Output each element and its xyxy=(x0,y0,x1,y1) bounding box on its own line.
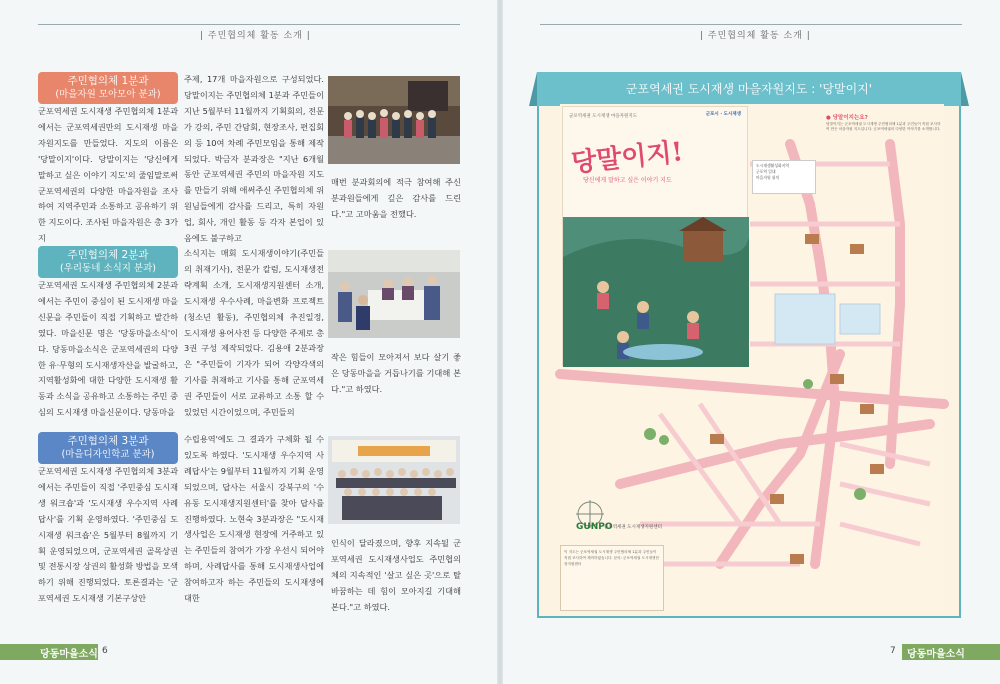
section-badge-title: 주민협의체 1분과 xyxy=(67,75,149,87)
cover-small-title: 군포역세권 도시재생 마을자원지도 xyxy=(569,114,638,119)
section-badge xyxy=(38,72,178,104)
map-about-title: ● 당말이지는요? xyxy=(826,115,868,121)
section-text-col1: 군포역세권 도시재생 주민협의체 2분과에서는 주민이 중심이 된 도시재생 마을신문을 주민들이 직접 기획하고 발간하였다. 마을신문 명은 '당동마을소식'이다. 당동마을소식은 군포역세권의 다양한 유·무형의 도시재생자산을 발굴하고, 지역활성화에 대한 다양한 도시재생 활동과 소식을 공유하고 소통하는 주민 중심의 도시재생 마을신문이다. 당동마을 xyxy=(38,280,178,418)
page-number-right: 7 xyxy=(890,646,896,656)
section-badge-subtitle: (마을디자인학교 분과) xyxy=(61,449,155,460)
header-rule-right xyxy=(540,24,962,25)
section-committee-2 xyxy=(38,246,460,416)
section-badge-title: 주민협의체 2분과 xyxy=(67,249,149,261)
cover-logos: 군포시 · 도시재생 xyxy=(705,112,741,117)
section-text-col3: 매번 분과회의에 적극 참여해 주신 분과원들에게 깊은 감사를 드린다."고 고마움을 전했다. xyxy=(331,177,461,219)
group-photo-1 xyxy=(328,76,460,164)
header-rule-left xyxy=(38,24,460,25)
footer-title-right: 당동마을소식 xyxy=(907,649,965,660)
workshop-photo-3 xyxy=(328,436,460,524)
cover-illustration xyxy=(563,217,749,367)
section-badge-subtitle: (우리동네 소식지 분과) xyxy=(59,263,157,274)
section-text-col2: 수립용역'에도 그 결과가 구체화 될 수 있도록 하였다. '도시재생 우수지역 사례답사'는 9월부터 11월까지 기획 운영되었으며, 답사는 서울시 강북구의 '수유동 도시재생지원센터'를 찾아 답사를 진행하였다. 노현숙 3분과장은 "도시재생사업은 도시재생 현장에 거주하고 있는 주민들의 참여가 가장 우선시 되어야 하며, 사례답사를 통해 도시재생사업에 참여하고자 하는 주민들의 도시재생에 대한 xyxy=(184,434,324,604)
section-text-col1: 군포역세권 도시재생 주민협의체 3분과에서는 주민들이 직접 '주민중심 도시재생 워크숍'과 '도시재생 우수지역 사례답사'를 기획 운영하였다. '주민중심 도시재생 워크숍'은 5월부터 8월까지 기획 운영되었으며, 군포역세권 골목상권 및 전통시장 상권의 활성화 방법을 모색하기 위해 진행되었다. 토론결과는 '군포역세권 도시재생 기본구상안 xyxy=(38,466,178,604)
map-about-text: 당말이지는 군포역세권 도시재생 주민협의체 1분과 주민들이 직접 조사하여 만든 마을자원 지도입니다. 군포역세권의 다양한 이야기를 소개합니다. xyxy=(826,121,941,131)
section-badge xyxy=(38,246,178,278)
cover-title: 당말이지! xyxy=(569,137,685,179)
section-text-col3: 인식이 달라졌으며, 향후 지속될 군포역세권 도시재생사업도 주민협의체의 지속적인 '살고 싶은 곳'으로 탈바꿈하는 데 힘이 모아지길 기대해 본다."고 하였다. xyxy=(331,538,461,612)
section-badge xyxy=(38,432,178,464)
map-legend xyxy=(752,160,816,194)
header-label-left: | 주민협의체 활동 소개 | xyxy=(200,31,311,41)
legend-item: 군포역 일대 xyxy=(756,169,776,174)
section-text-col2: 소식지는 매회 도시재생이야기(주민들의 취재기사), 전문가 칼럼, 도시재생전략계획 소개, 도시재생지원센터 소개, 도시재생 우수사례, 마을변화 프로젝트(청소년 활동), 주민협의체 추진일정, 도시재생 용어사전 등 다양한 주제로 총 3권 구성 제작되었다. 김용애 2분과장은 "주민들이 기자가 되어 각양각색의 기사를 취재하고 기사를 통해 군포역세권 주민들이 서로 교류하고 소통 할 수 있었던 시간이었으며, 주민들의 xyxy=(184,248,324,418)
section-badge-title: 주민협의체 3분과 xyxy=(67,435,149,447)
map-cover-card xyxy=(562,106,748,366)
section-text-col1: 군포역세권 도시재생 주민협의체 1분과에서는 군포역세권만의 도시재생 마을자원지도를 만들었다. 지도의 이름은 '당말이지'이다. 당말이지는 '당신에게 말하고 싶은 이야기 지도'의 줄임말로써 군포역세권의 다양한 마을자원을 조사하여 지역주민과 소통하고 공유하기 위한 지도이다. 조사된 마을자원은 총 3가지 xyxy=(38,106,178,244)
page-number-left: 6 xyxy=(102,646,108,656)
map-title: 군포역세권 도시재생 마을자원지도 : '당말이지' xyxy=(537,72,961,106)
gunpo-logo: GUNPO xyxy=(576,522,613,532)
section-badge-subtitle: (마을자원 모아모아 분과) xyxy=(55,89,161,100)
section-text-col3: 작은 힘들이 모아져서 보다 살기 좋은 당동마을을 거듭나기를 기대해 본다."고 하였다. xyxy=(331,352,461,394)
gunpo-subtitle: 군포역세권 도시재생지원센터 xyxy=(604,525,662,530)
map-about-box xyxy=(826,116,942,133)
cover-subtitle: 당신에게 말하고 싶은 이야기 지도 xyxy=(583,177,672,184)
legend-item: 마을자원 위치 xyxy=(756,175,780,180)
footer-title-left: 당동마을소식 xyxy=(40,649,98,660)
header-label-right: | 주민협의체 활동 소개 | xyxy=(700,31,811,41)
section-text-col2: 주제, 17개 마을자원으로 구성되었다. 당말이지는 주민협의체 1분과 주민들이 지난 5월부터 11월까지 기획회의, 전문가 강의, 주민 간담회, 현장조사, 편집회의 등 10여 차례 주민모임을 통해 제작되었다. 박금자 분과장은 "지난 6개월 동안 군포역세권 주민의 마을자원 지도를 만들기 위해 애써주신 주민협의체 위원님들에게 감사를 드리고, 특히 자원업, 회사, 개인 활동 등 각자 본업이 있음에도 불구하고 xyxy=(184,74,324,244)
section-committee-1 xyxy=(38,72,461,244)
map-info-box: 이 지도는 군포역세권 도시재생 주민협의체 1분과 주민들이 직접 조사하여 제작하였습니다. 문의: 군포역세권 도시재생현장지원센터 xyxy=(560,545,664,611)
meeting-photo-2 xyxy=(328,250,460,338)
legend-item: 도시재생활성화지역 xyxy=(756,163,790,168)
section-committee-3 xyxy=(38,432,461,612)
